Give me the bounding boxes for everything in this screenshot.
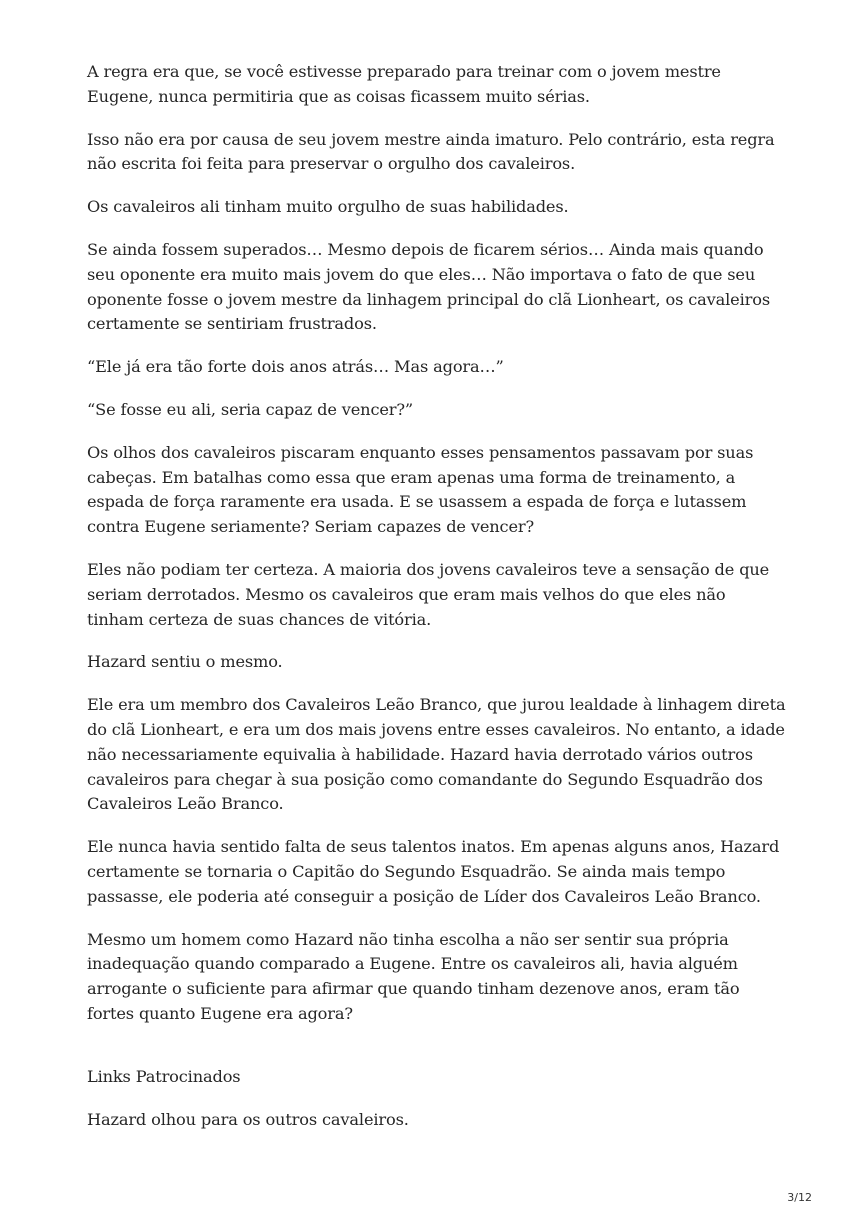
sponsored-links-label: Links Patrocinados (87, 1066, 241, 1086)
paragraph: Se ainda fossem superados… Mesmo depois de ficarem sérios… Ainda mais quando seu oponente era muito mais jovem do que eles… Não importava o fato de que seu oponente fosse o jovem mestre da linhagem principal do clã Lionheart, os cavaleiros certamente se sentiriam frustrados. (87, 239, 770, 334)
paragraph: Mesmo um homem como Hazard não tinha escolha a não ser sentir sua própria inadequação quando comparado a Eugene. Entre os cavaleiros ali, havia alguém arrogante o suficiente para afirmar que quando tinham dezenove anos, eram tão fortes quanto Eugene era agora? (87, 929, 740, 1023)
paragraph: Hazard sentiu o mesmo. (87, 652, 283, 672)
paragraph: Os olhos dos cavaleiros piscaram enquanto esses pensamentos passavam por suas cabeças. Em batalhas como essa que eram apenas uma forma de treinamento, a espada de força raramente era usada. E se usassem a espada de força e lutassem contra Eugene seriamente? Seriam capazes de vencer? (87, 442, 754, 537)
paragraph: “Ele já era tão forte dois anos atrás… Mas agora…” (87, 357, 504, 377)
paragraph: Hazard olhou para os outros cavaleiros. (87, 1109, 409, 1129)
paragraph: Ele era um membro dos Cavaleiros Leão Branco, que jurou lealdade à linhagem direta do clã Lionheart, e era um dos mais jovens entre esses cavaleiros. No entanto, a idade não necessariamente equivalia à habilidade. Hazard havia derrotado vários outros cavaleiros para chegar à sua posição como comandante do Segundo Esquadrão dos Cavaleiros Leão Branco. (87, 695, 786, 814)
paragraph: “Se fosse eu ali, seria capaz de vencer?” (87, 399, 414, 419)
page-number: 3/12 (787, 1191, 812, 1204)
paragraph: Isso não era por causa de seu jovem mestre ainda imaturo. Pelo contrário, esta regra não escrita foi feita para preservar o orgulho dos cavaleiros. (87, 129, 775, 174)
document-page (87, 60, 787, 1150)
paragraph: A regra era que, se você estivesse preparado para treinar com o jovem mestre Eugene, nunca permitiria que as coisas ficassem muito sérias. (87, 62, 721, 106)
paragraph: Os cavaleiros ali tinham muito orgulho de suas habilidades. (87, 197, 569, 217)
paragraph: Eles não podiam ter certeza. A maioria dos jovens cavaleiros teve a sensação de que seriam derrotados. Mesmo os cavaleiros que eram mais velhos do que eles não tinham certeza de suas chances de vitória. (87, 559, 770, 629)
paragraph: Ele nunca havia sentido falta de seus talentos inatos. Em apenas alguns anos, Hazard certamente se tornaria o Capitão do Segundo Esquadrão. Se ainda mais tempo passasse, ele poderia até conseguir a posição de Líder dos Cavaleiros Leão Branco. (87, 837, 780, 906)
